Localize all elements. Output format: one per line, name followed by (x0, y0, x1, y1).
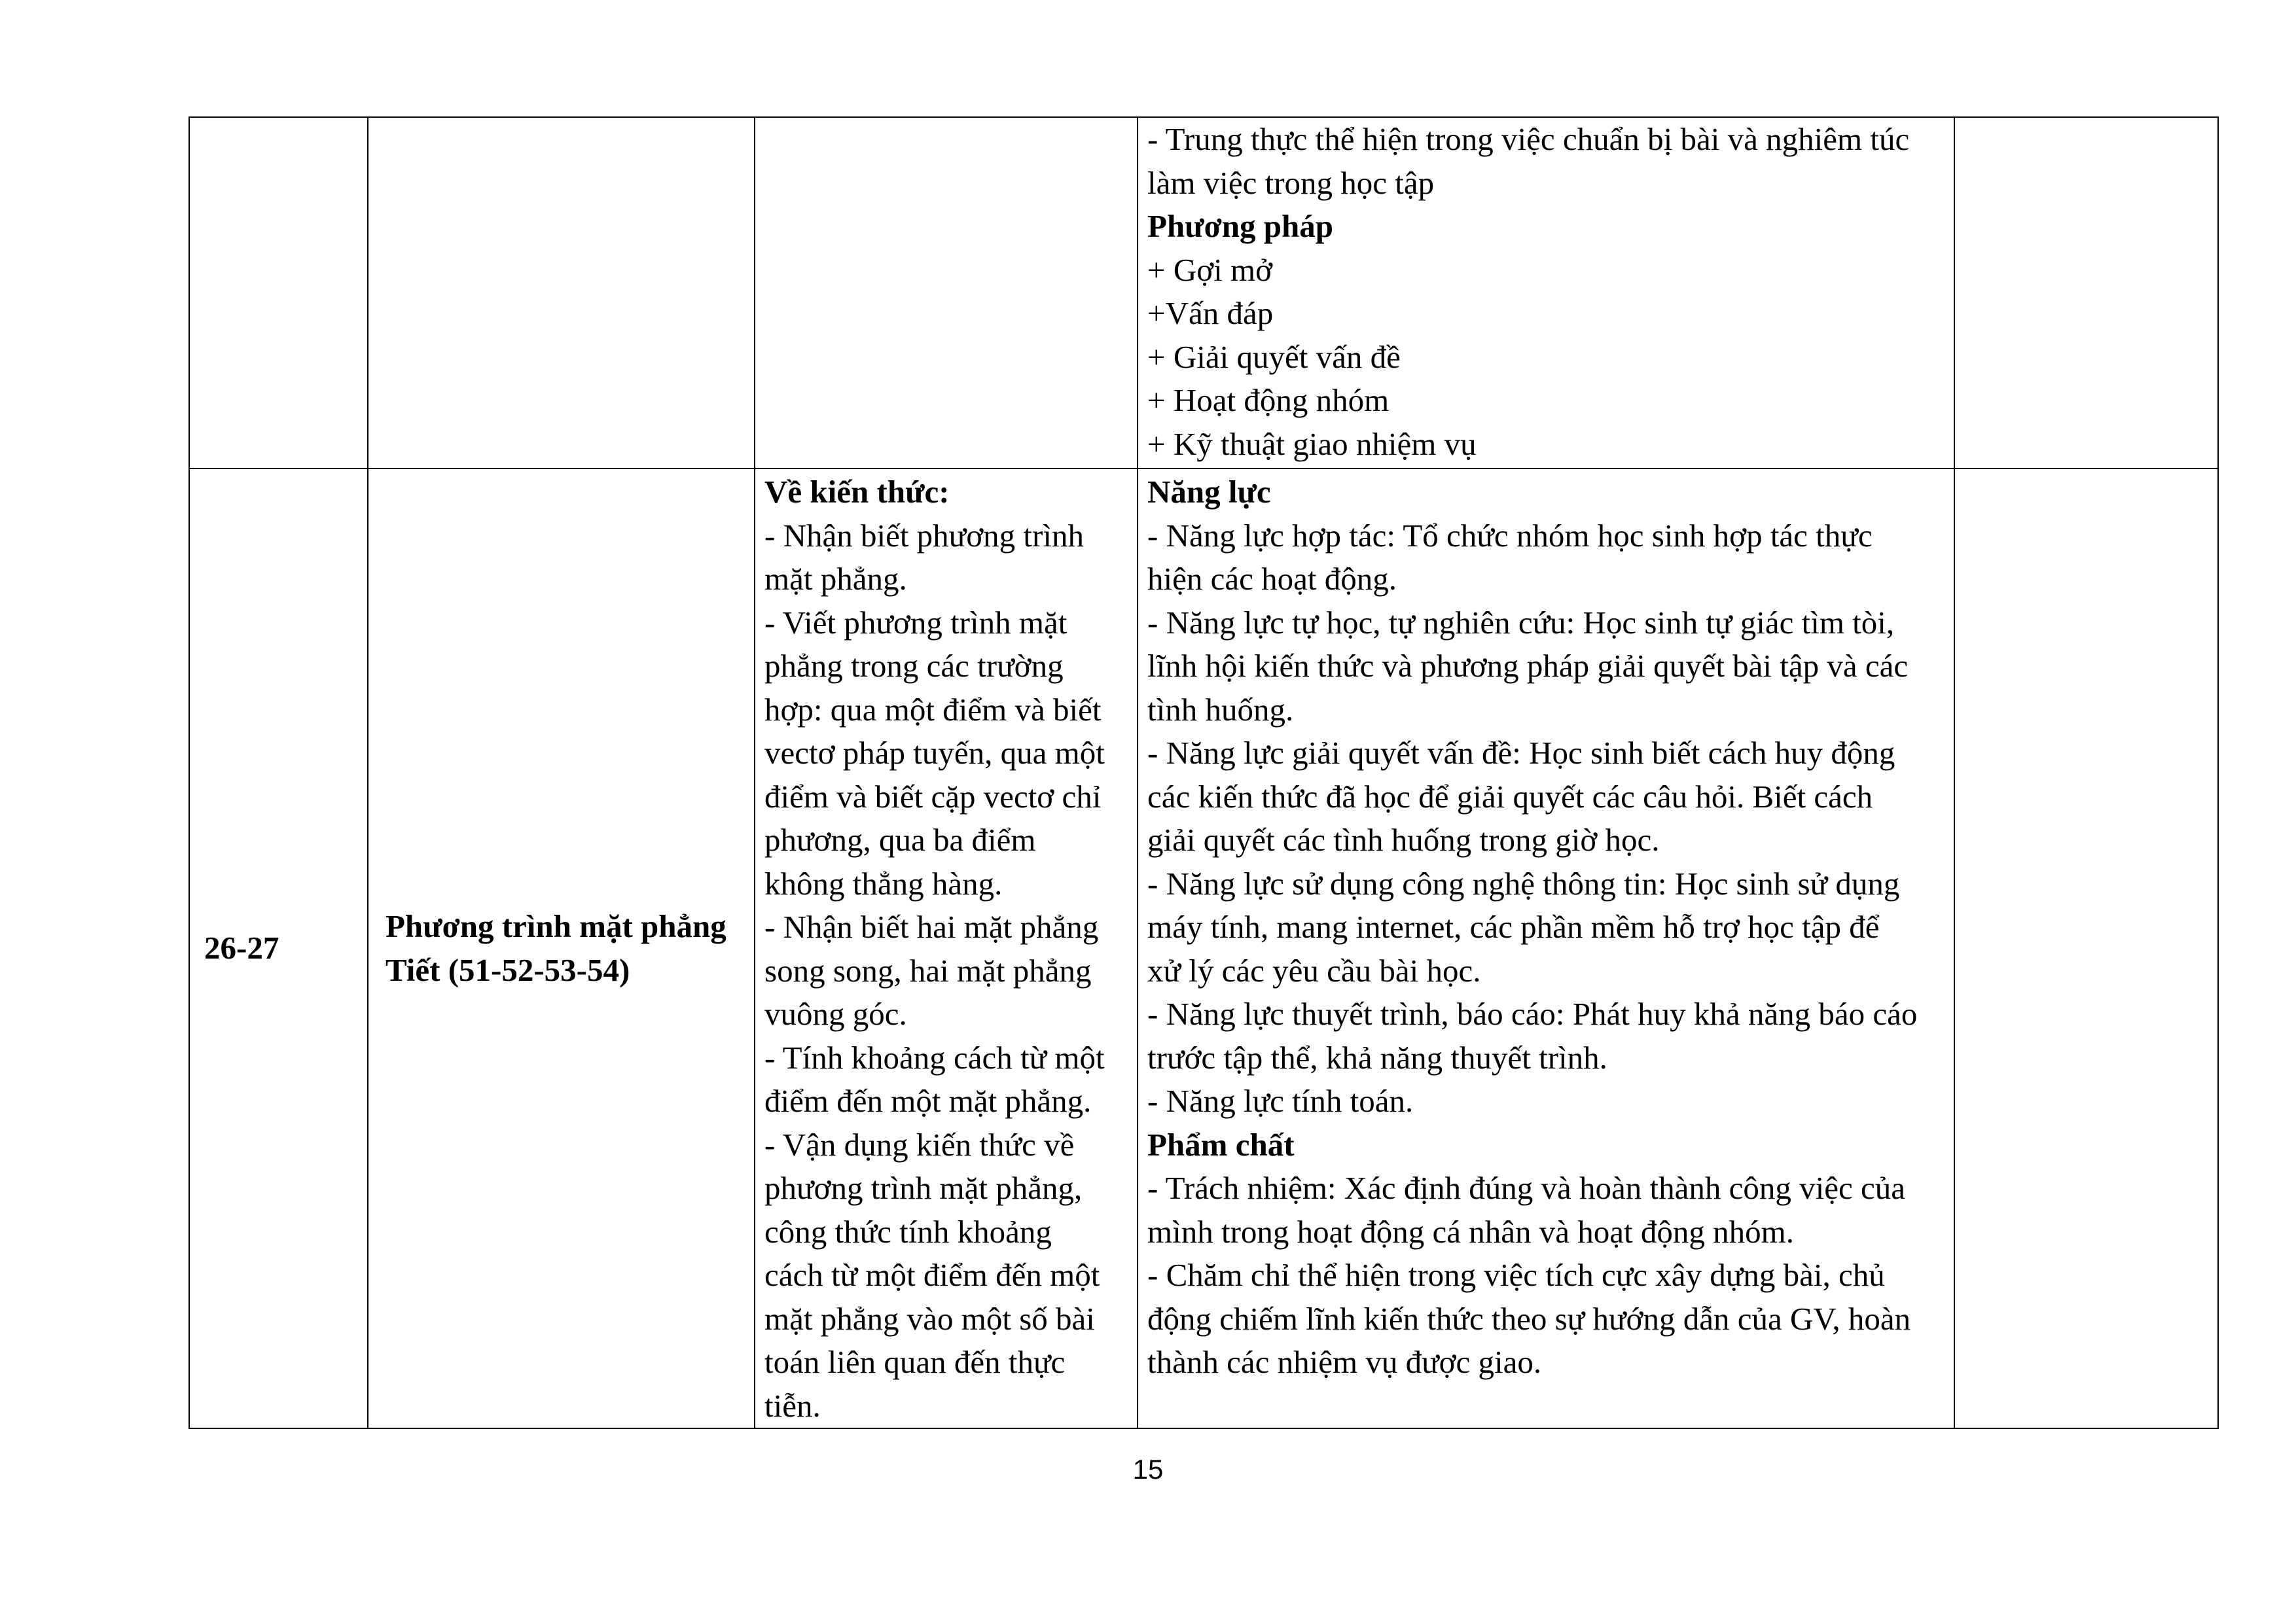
lesson-number-cell: 26-27 (189, 468, 368, 1428)
notes-cell (1954, 117, 2218, 468)
text-line: mặt phẳng. (764, 561, 907, 597)
text-line: - Vận dụng kiến thức về (764, 1126, 1075, 1163)
notes-cell (1954, 468, 2218, 1428)
lesson-number-cell (189, 117, 368, 468)
text-line: - Năng lực tự học, tự nghiên cứu: Học sinh tự giác tìm tòi, (1147, 604, 1895, 641)
text-line: cách từ một điểm đến một (764, 1257, 1100, 1293)
page-number: 15 (1132, 1454, 1164, 1485)
text-line: - Năng lực hợp tác: Tổ chức nhóm học sinh hợp tác thực (1147, 517, 1873, 554)
topic-cell (368, 468, 755, 1428)
text-line: công thức tính khoảng (764, 1213, 1052, 1250)
text-line: song song, hai mặt phẳng (764, 952, 1092, 989)
text-line: xử lý các yêu cầu bài học. (1147, 952, 1481, 989)
text-line: vectơ pháp tuyến, qua một (764, 735, 1105, 771)
section-heading: Phương pháp (1147, 208, 1333, 244)
text-line: toán liên quan đến thực (764, 1344, 1066, 1380)
text-line: động chiếm lĩnh kiến thức theo sự hướng dẫn của GV, hoàn (1147, 1300, 1911, 1337)
text-line: - Nhận biết hai mặt phẳng (764, 909, 1099, 945)
topic-title: Phương trình mặt phẳng (386, 908, 726, 944)
curriculum-table (188, 116, 2219, 1429)
section-heading: Năng lực (1147, 474, 1271, 510)
text-line: - Viết phương trình mặt (764, 604, 1067, 641)
text-line: - Tính khoảng cách từ một (764, 1039, 1105, 1076)
text-line: + Gợi mở (1147, 251, 1273, 288)
text-line: vuông góc. (764, 996, 907, 1032)
text-line: - Nhận biết phương trình (764, 517, 1084, 554)
text-line: thành các nhiệm vụ được giao. (1147, 1344, 1542, 1380)
text-line: +Vấn đáp (1147, 295, 1274, 331)
text-line: mặt phẳng vào một số bài (764, 1300, 1095, 1337)
knowledge-cell (755, 468, 1138, 1428)
text-line: lĩnh hội kiến thức và phương pháp giải quyết bài tập và các (1147, 648, 1909, 684)
text-line: - Năng lực thuyết trình, báo cáo: Phát huy khả năng báo cáo (1147, 996, 1918, 1032)
text-line: hiện các hoạt động. (1147, 561, 1397, 597)
text-line: trước tập thể, khả năng thuyết trình. (1147, 1039, 1607, 1076)
table-row (189, 468, 2218, 1428)
text-line: tiễn. (764, 1387, 821, 1424)
text-line: + Hoạt động nhóm (1147, 382, 1390, 418)
knowledge-cell (755, 117, 1138, 468)
table-row (189, 117, 2218, 468)
topic-cell (368, 117, 755, 468)
text-line: - Trách nhiệm: Xác định đúng và hoàn thành công việc của (1147, 1170, 1906, 1206)
text-line: - Trung thực thể hiện trong việc chuẩn bị bài và nghiêm túc (1147, 121, 1910, 157)
text-line: điểm đến một mặt phẳng. (764, 1083, 1092, 1119)
text-line: - Chăm chỉ thể hiện trong việc tích cực xây dựng bài, chủ (1147, 1257, 1885, 1293)
text-line: - Năng lực tính toán. (1147, 1083, 1414, 1119)
text-line: các kiến thức đã học để giải quyết các câu hỏi. Biết cách (1147, 778, 1873, 815)
text-line: - Năng lực sử dụng công nghệ thông tin: Học sinh sử dụng (1147, 865, 1900, 902)
text-line: tình huống. (1147, 691, 1294, 728)
text-line: điểm và biết cặp vectơ chỉ (764, 778, 1102, 815)
text-line: + Kỹ thuật giao nhiệm vụ (1147, 425, 1477, 462)
text-line: phương, qua ba điểm (764, 822, 1036, 858)
text-line: phẳng trong các trường (764, 648, 1064, 684)
text-line: giải quyết các tình huống trong giờ học. (1147, 822, 1660, 858)
text-line: máy tính, mang internet, các phần mềm hỗ trợ học tập để (1147, 909, 1880, 945)
text-line: mình trong hoạt động cá nhân và hoạt động nhóm. (1147, 1213, 1794, 1250)
text-line: hợp: qua một điểm và biết (764, 691, 1102, 728)
section-heading: Phẩm chất (1147, 1126, 1295, 1163)
text-line: + Giải quyết vấn đề (1147, 338, 1401, 375)
competency-cell (1138, 468, 1954, 1428)
text-line: làm việc trong học tập (1147, 164, 1435, 201)
topic-periods: Tiết (51-52-53-54) (386, 951, 630, 988)
text-line: phương trình mặt phẳng, (764, 1170, 1083, 1206)
text-line: - Năng lực giải quyết vấn đề: Học sinh biết cách huy động (1147, 735, 1895, 771)
text-line: không thẳng hàng. (764, 865, 1003, 902)
section-heading: Về kiến thức: (764, 474, 950, 510)
competency-cell (1138, 117, 1954, 468)
